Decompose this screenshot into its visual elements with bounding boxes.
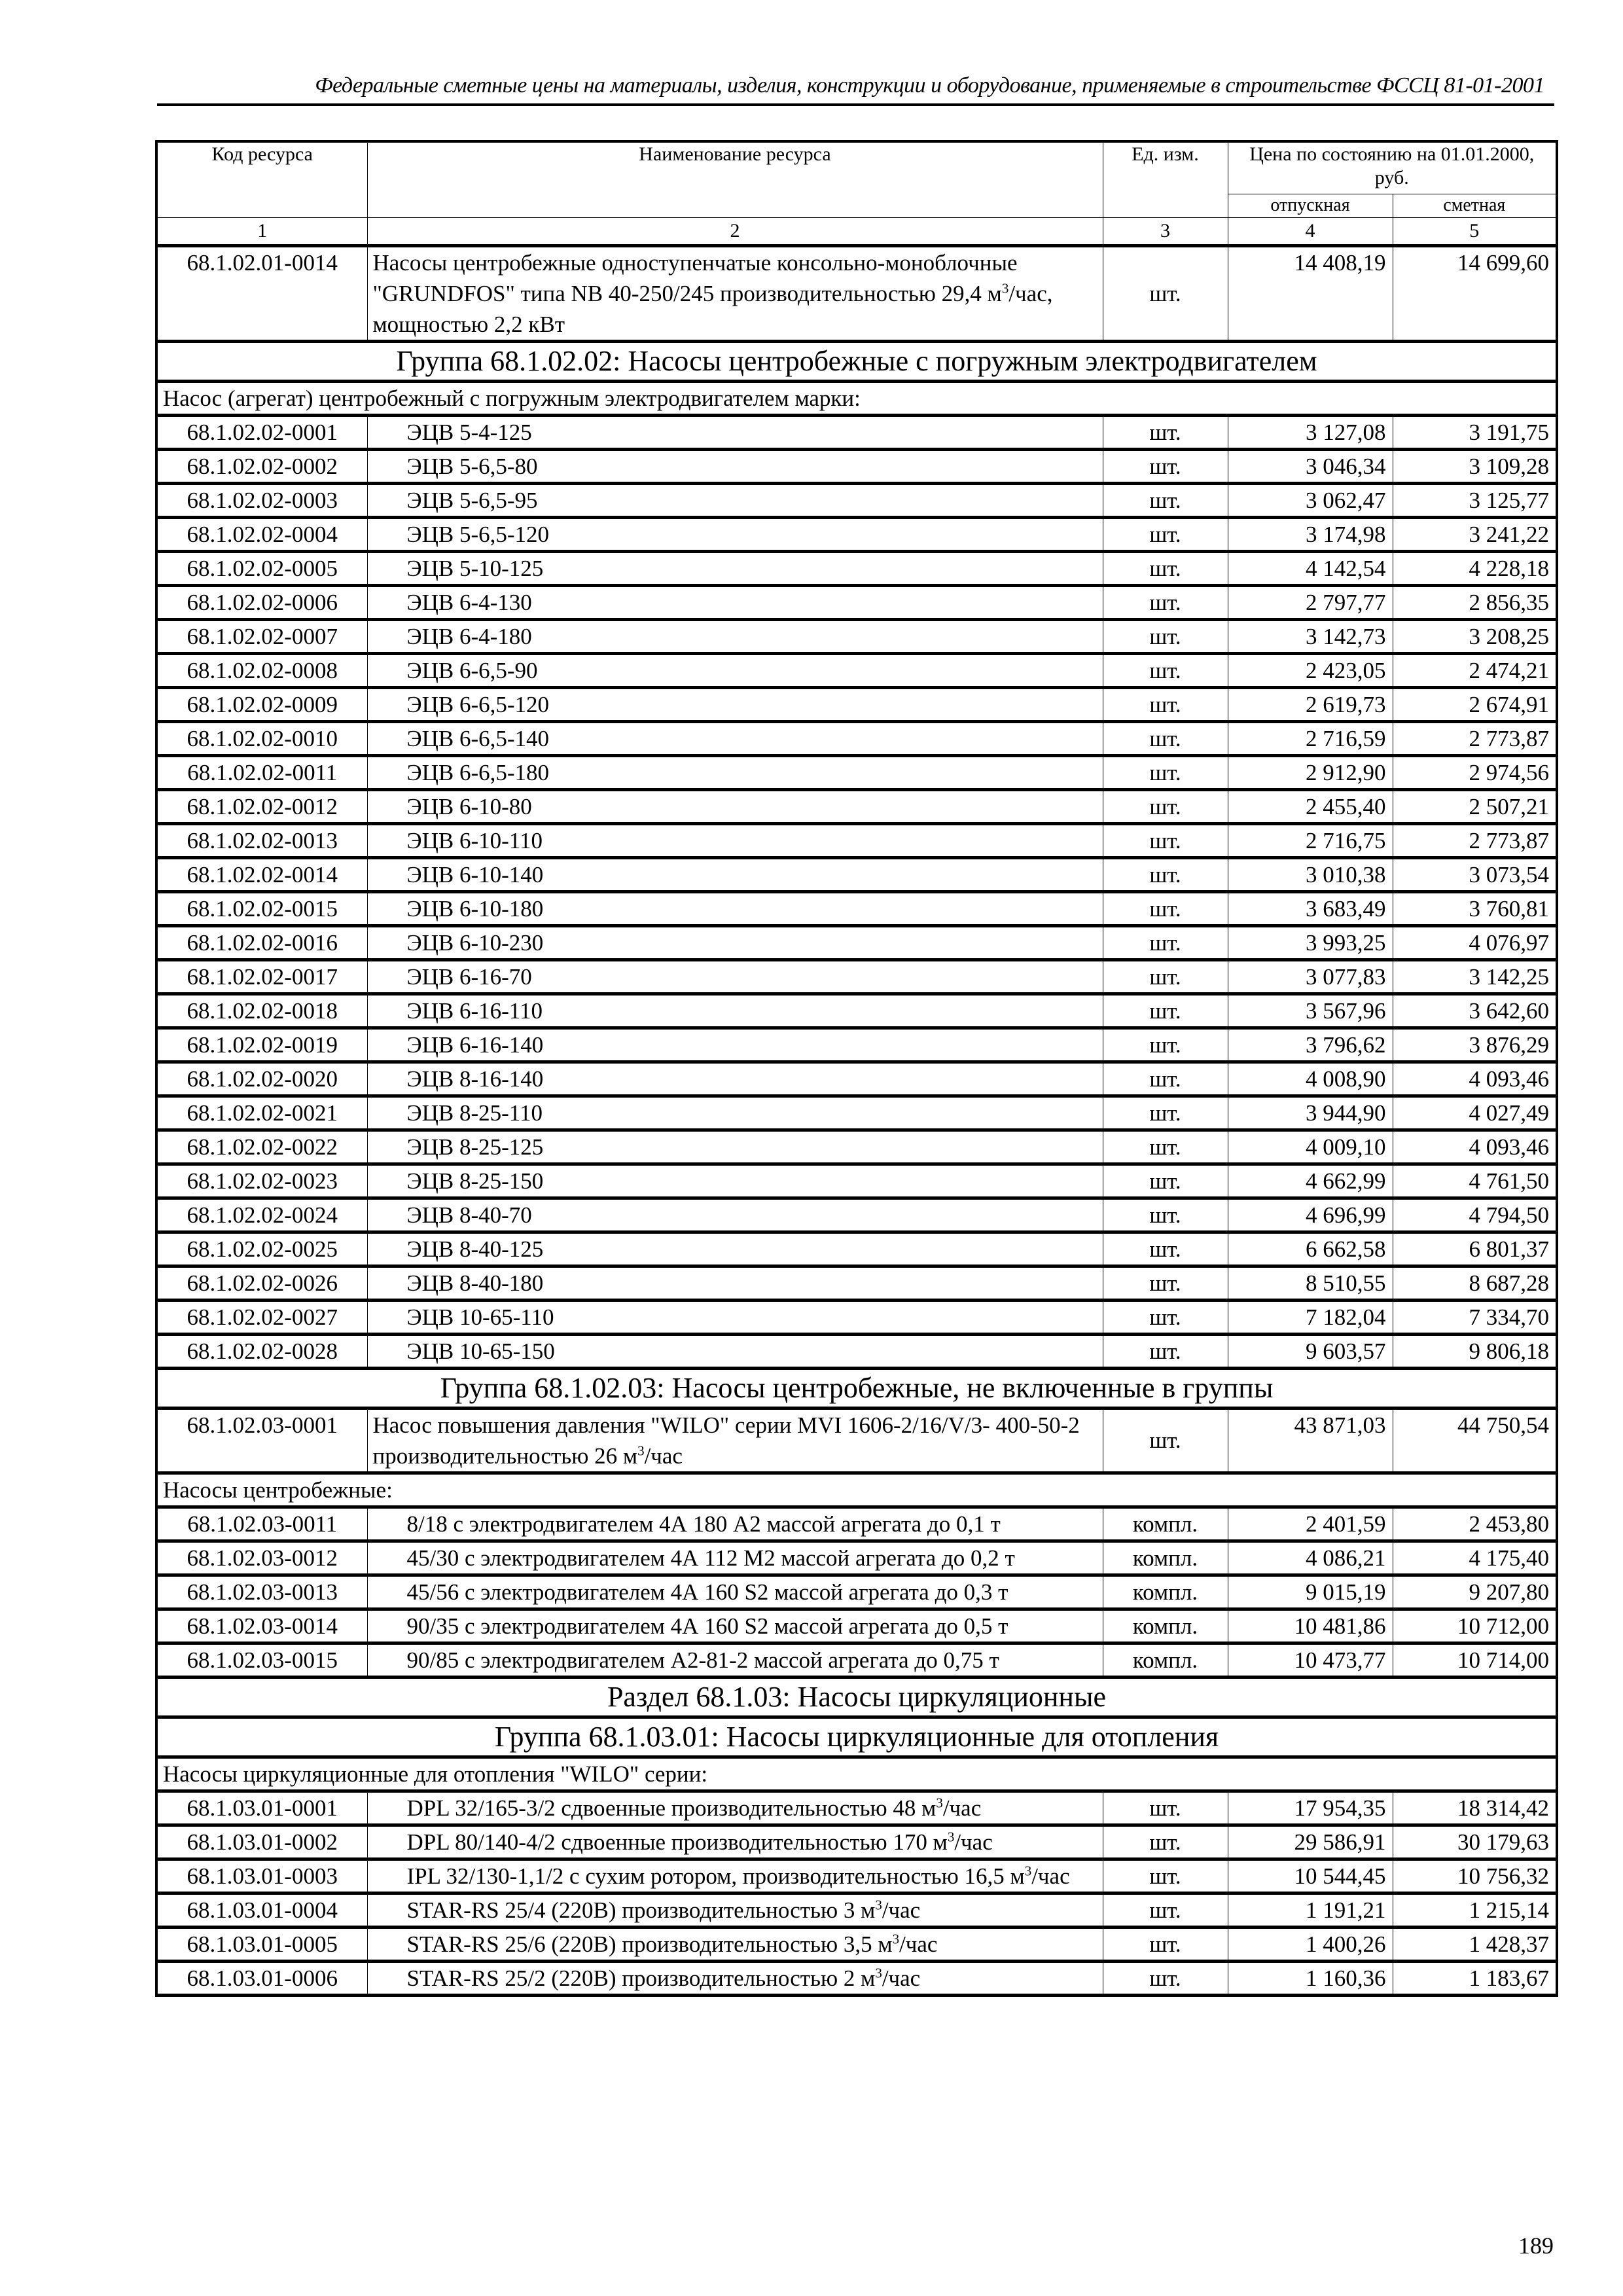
price-estimate: 3 125,77 <box>1393 483 1557 517</box>
price-release: 2 401,59 <box>1228 1507 1393 1541</box>
price-release: 1 191,21 <box>1228 1893 1393 1927</box>
resource-unit: шт. <box>1103 1961 1228 1995</box>
subgroup-label: Насосы циркуляционные для отопления "WILO" серии: <box>156 1757 1557 1791</box>
table-row <box>156 687 1557 721</box>
resource-code: 68.1.03.01-0005 <box>156 1927 367 1961</box>
table-row <box>156 1859 1557 1893</box>
table-row <box>156 789 1557 823</box>
table-row <box>156 1266 1557 1300</box>
header-name: Наименование ресурса <box>367 141 1103 217</box>
price-release: 3 993,25 <box>1228 925 1393 960</box>
resource-unit: шт. <box>1103 994 1228 1028</box>
resource-name: ЭЦВ 6-16-110 <box>367 994 1103 1028</box>
resource-unit: шт. <box>1103 517 1228 551</box>
resource-unit: шт. <box>1103 1334 1228 1368</box>
resource-name: ЭЦВ 6-16-140 <box>367 1028 1103 1062</box>
header-code: Код ресурса <box>156 141 367 217</box>
table-row <box>156 994 1557 1028</box>
resource-unit: шт. <box>1103 1096 1228 1130</box>
resource-name: ЭЦВ 10-65-110 <box>367 1300 1103 1334</box>
price-estimate: 2 856,35 <box>1393 585 1557 619</box>
resource-name: ЭЦВ 6-10-140 <box>367 857 1103 891</box>
resource-code: 68.1.02.02-0014 <box>156 857 367 891</box>
section-title-row <box>156 1677 1557 1717</box>
resource-code: 68.1.02.02-0004 <box>156 517 367 551</box>
price-estimate: 4 093,46 <box>1393 1130 1557 1164</box>
price-estimate: 4 093,46 <box>1393 1062 1557 1096</box>
column-number: 5 <box>1393 217 1557 245</box>
price-estimate: 9 207,80 <box>1393 1575 1557 1609</box>
resource-unit: шт. <box>1103 653 1228 687</box>
resource-unit: компл. <box>1103 1541 1228 1575</box>
resource-name: ЭЦВ 6-6,5-90 <box>367 653 1103 687</box>
resource-code: 68.1.03.01-0001 <box>156 1791 367 1825</box>
table-row <box>156 857 1557 891</box>
resource-unit: шт. <box>1103 925 1228 960</box>
resource-name: ЭЦВ 8-25-110 <box>367 1096 1103 1130</box>
price-estimate: 4 228,18 <box>1393 551 1557 585</box>
column-number: 3 <box>1103 217 1228 245</box>
subgroup-label: Насос (агрегат) центробежный с погружным электродвигателем марки: <box>156 381 1557 415</box>
group-title-row <box>156 1368 1557 1408</box>
price-release: 3 944,90 <box>1228 1096 1393 1130</box>
price-release: 8 510,55 <box>1228 1266 1393 1300</box>
table-row <box>156 245 1557 341</box>
price-estimate: 9 806,18 <box>1393 1334 1557 1368</box>
resource-unit: шт. <box>1103 1062 1228 1096</box>
resource-unit: шт. <box>1103 1266 1228 1300</box>
resource-unit: шт. <box>1103 1408 1228 1473</box>
resource-code: 68.1.02.02-0024 <box>156 1198 367 1232</box>
resource-code: 68.1.03.01-0002 <box>156 1825 367 1859</box>
resource-price-table <box>155 140 1558 1997</box>
price-release: 9 603,57 <box>1228 1334 1393 1368</box>
resource-code: 68.1.02.02-0020 <box>156 1062 367 1096</box>
resource-name: ЭЦВ 6-10-110 <box>367 823 1103 857</box>
resource-code: 68.1.02.02-0021 <box>156 1096 367 1130</box>
resource-code: 68.1.02.02-0022 <box>156 1130 367 1164</box>
table-row <box>156 585 1557 619</box>
resource-code: 68.1.03.01-0004 <box>156 1893 367 1927</box>
price-estimate: 3 876,29 <box>1393 1028 1557 1062</box>
resource-unit: шт. <box>1103 721 1228 755</box>
resource-unit: шт. <box>1103 1232 1228 1266</box>
resource-unit: шт. <box>1103 1198 1228 1232</box>
resource-code: 68.1.02.02-0017 <box>156 960 367 994</box>
resource-name: ЭЦВ 6-4-180 <box>367 619 1103 653</box>
resource-code: 68.1.02.02-0023 <box>156 1164 367 1198</box>
resource-code: 68.1.02.02-0019 <box>156 1028 367 1062</box>
price-release: 2 797,77 <box>1228 585 1393 619</box>
resource-name: STAR-RS 25/4 (220В) производительностью 3 $м^3$/час <box>367 1893 1103 1927</box>
page-number: 189 <box>1518 2233 1554 2259</box>
resource-name: ЭЦВ 6-10-230 <box>367 925 1103 960</box>
header-rule <box>157 103 1554 106</box>
resource-code: 68.1.02.02-0026 <box>156 1266 367 1300</box>
table-row <box>156 1130 1557 1164</box>
resource-code: 68.1.02.02-0007 <box>156 619 367 653</box>
resource-code: 68.1.02.03-0012 <box>156 1541 367 1575</box>
resource-unit: шт. <box>1103 891 1228 925</box>
price-estimate: 3 142,25 <box>1393 960 1557 994</box>
price-estimate: 18 314,42 <box>1393 1791 1557 1825</box>
price-estimate: 3 191,75 <box>1393 415 1557 449</box>
resource-code: 68.1.02.02-0006 <box>156 585 367 619</box>
table-row <box>156 1643 1557 1677</box>
subgroup-label-row <box>156 381 1557 415</box>
resource-code: 68.1.02.02-0008 <box>156 653 367 687</box>
price-estimate: 4 761,50 <box>1393 1164 1557 1198</box>
resource-unit: шт. <box>1103 1130 1228 1164</box>
table-row <box>156 517 1557 551</box>
price-estimate: 3 073,54 <box>1393 857 1557 891</box>
header-price-group: Цена по состоянию на 01.01.2000, руб. <box>1228 141 1557 194</box>
resource-name: ЭЦВ 6-6,5-180 <box>367 755 1103 789</box>
table-row <box>156 1062 1557 1096</box>
resource-name: STAR-RS 25/6 (220В) производительностью 3,5 $м^3$/час <box>367 1927 1103 1961</box>
resource-name: ЭЦВ 8-40-180 <box>367 1266 1103 1300</box>
price-estimate: 3 241,22 <box>1393 517 1557 551</box>
resource-name: IPL 32/130-1,1/2 с сухим ротором, производительностью 16,5 $м^3$/час <box>367 1859 1103 1893</box>
column-number: 4 <box>1228 217 1393 245</box>
group-title: Группа 68.1.02.03: Насосы центробежные, не включенные в группы <box>156 1368 1557 1408</box>
resource-code: 68.1.02.01-0014 <box>156 245 367 341</box>
resource-unit: шт. <box>1103 1859 1228 1893</box>
price-estimate: 1 428,37 <box>1393 1927 1557 1961</box>
resource-name: ЭЦВ 5-4-125 <box>367 415 1103 449</box>
table-row <box>156 1507 1557 1541</box>
resource-code: 68.1.02.03-0011 <box>156 1507 367 1541</box>
resource-unit: компл. <box>1103 1507 1228 1541</box>
subgroup-label-row <box>156 1473 1557 1507</box>
price-estimate: 2 474,21 <box>1393 653 1557 687</box>
resource-unit: шт. <box>1103 960 1228 994</box>
price-release: 7 182,04 <box>1228 1300 1393 1334</box>
resource-code: 68.1.02.03-0001 <box>156 1408 367 1473</box>
group-title: Группа 68.1.02.02: Насосы центробежные с погружным электродвигателем <box>156 341 1557 381</box>
resource-name: ЭЦВ 6-10-180 <box>367 891 1103 925</box>
resource-unit: шт. <box>1103 1927 1228 1961</box>
price-release: 10 544,45 <box>1228 1859 1393 1893</box>
group-title: Группа 68.1.03.01: Насосы циркуляционные для отопления <box>156 1717 1557 1757</box>
price-release: 4 142,54 <box>1228 551 1393 585</box>
table-row <box>156 1927 1557 1961</box>
price-release: 3 077,83 <box>1228 960 1393 994</box>
price-estimate: 1 183,67 <box>1393 1961 1557 1995</box>
table-row <box>156 1232 1557 1266</box>
price-release: 3 127,08 <box>1228 415 1393 449</box>
price-estimate: 3 109,28 <box>1393 449 1557 483</box>
price-release: 3 174,98 <box>1228 517 1393 551</box>
resource-name: STAR-RS 25/2 (220В) производительностью 2 $м^3$/час <box>367 1961 1103 1995</box>
resource-name: ЭЦВ 6-6,5-140 <box>367 721 1103 755</box>
resource-code: 68.1.02.02-0027 <box>156 1300 367 1334</box>
price-estimate: 2 773,87 <box>1393 721 1557 755</box>
resource-name: 8/18 с электродвигателем 4А 180 А2 массой агрегата до 0,1 т <box>367 1507 1103 1541</box>
table-row <box>156 755 1557 789</box>
resource-unit: шт. <box>1103 1028 1228 1062</box>
column-number: 2 <box>367 217 1103 245</box>
table-row <box>156 891 1557 925</box>
resource-code: 68.1.02.03-0013 <box>156 1575 367 1609</box>
resource-name: ЭЦВ 5-6,5-120 <box>367 517 1103 551</box>
resource-name: ЭЦВ 6-4-130 <box>367 585 1103 619</box>
resource-name: Насос повышения давления "WILO" серии MVI 1606-2/16/V/3- 400-50-2 производительностью 26 $м^3$/час <box>367 1408 1103 1473</box>
header-unit: Ед. изм. <box>1103 141 1228 217</box>
subgroup-label: Насосы центробежные: <box>156 1473 1557 1507</box>
resource-name: 45/30 с электродвигателем 4А 112 М2 массой агрегата до 0,2 т <box>367 1541 1103 1575</box>
price-release: 3 796,62 <box>1228 1028 1393 1062</box>
header-price-release: отпускная <box>1228 194 1393 217</box>
table-row <box>156 1575 1557 1609</box>
price-estimate: 3 208,25 <box>1393 619 1557 653</box>
resource-name: DPL 32/165-3/2 сдвоенные производительностью 48 $м^3$/час <box>367 1791 1103 1825</box>
price-estimate: 3 760,81 <box>1393 891 1557 925</box>
table-row <box>156 653 1557 687</box>
price-release: 2 619,73 <box>1228 687 1393 721</box>
resource-name: ЭЦВ 6-10-80 <box>367 789 1103 823</box>
price-release: 3 142,73 <box>1228 619 1393 653</box>
resource-code: 68.1.02.02-0002 <box>156 449 367 483</box>
resource-name: ЭЦВ 8-25-125 <box>367 1130 1103 1164</box>
resource-name: 90/35 с электродвигателем 4А 160 S2 массой агрегата до 0,5 т <box>367 1609 1103 1643</box>
price-release: 2 716,59 <box>1228 721 1393 755</box>
price-release: 2 912,90 <box>1228 755 1393 789</box>
resource-unit: шт. <box>1103 755 1228 789</box>
resource-code: 68.1.03.01-0006 <box>156 1961 367 1995</box>
table-row <box>156 1609 1557 1643</box>
table-row <box>156 925 1557 960</box>
resource-unit: шт. <box>1103 1825 1228 1859</box>
price-release: 4 662,99 <box>1228 1164 1393 1198</box>
resource-unit: компл. <box>1103 1575 1228 1609</box>
table-row <box>156 449 1557 483</box>
price-estimate: 2 453,80 <box>1393 1507 1557 1541</box>
resource-unit: шт. <box>1103 585 1228 619</box>
subgroup-label-row <box>156 1757 1557 1791</box>
header-price-estimate: сметная <box>1393 194 1557 217</box>
resource-code: 68.1.03.01-0003 <box>156 1859 367 1893</box>
resource-unit: шт. <box>1103 823 1228 857</box>
table-row <box>156 1408 1557 1473</box>
resource-name: Насосы центробежные одноступенчатые консольно-моноблочные "GRUNDFOS" типа NB 40-250/245 производительностью 29,4 $м^3$/час, мощностью 2,2 кВт <box>367 245 1103 341</box>
resource-name: ЭЦВ 6-16-70 <box>367 960 1103 994</box>
price-release: 29 586,91 <box>1228 1825 1393 1859</box>
price-release: 10 473,77 <box>1228 1643 1393 1677</box>
table-row <box>156 1028 1557 1062</box>
price-estimate: 2 773,87 <box>1393 823 1557 857</box>
resource-unit: шт. <box>1103 1164 1228 1198</box>
resource-name: ЭЦВ 5-10-125 <box>367 551 1103 585</box>
price-release: 1 400,26 <box>1228 1927 1393 1961</box>
price-estimate: 14 699,60 <box>1393 245 1557 341</box>
price-estimate: 4 175,40 <box>1393 1541 1557 1575</box>
resource-unit: шт. <box>1103 551 1228 585</box>
table-row <box>156 721 1557 755</box>
price-release: 4 086,21 <box>1228 1541 1393 1575</box>
resource-unit: шт. <box>1103 1791 1228 1825</box>
price-estimate: 8 687,28 <box>1393 1266 1557 1300</box>
price-release: 2 716,75 <box>1228 823 1393 857</box>
resource-unit: шт. <box>1103 1893 1228 1927</box>
table-row <box>156 483 1557 517</box>
price-estimate: 30 179,63 <box>1393 1825 1557 1859</box>
resource-name: ЭЦВ 10-65-150 <box>367 1334 1103 1368</box>
price-release: 4 009,10 <box>1228 1130 1393 1164</box>
resource-code: 68.1.02.02-0011 <box>156 755 367 789</box>
table-row <box>156 1541 1557 1575</box>
price-release: 14 408,19 <box>1228 245 1393 341</box>
resource-code: 68.1.02.02-0001 <box>156 415 367 449</box>
price-estimate: 6 801,37 <box>1393 1232 1557 1266</box>
table-row <box>156 1300 1557 1334</box>
price-estimate: 2 974,56 <box>1393 755 1557 789</box>
resource-code: 68.1.02.02-0010 <box>156 721 367 755</box>
table-row <box>156 1164 1557 1198</box>
price-release: 4 008,90 <box>1228 1062 1393 1096</box>
table-row <box>156 1791 1557 1825</box>
price-estimate: 44 750,54 <box>1393 1408 1557 1473</box>
resource-name: ЭЦВ 6-6,5-120 <box>367 687 1103 721</box>
price-estimate: 3 642,60 <box>1393 994 1557 1028</box>
price-estimate: 2 507,21 <box>1393 789 1557 823</box>
price-estimate: 1 215,14 <box>1393 1893 1557 1927</box>
running-header: Федеральные сметные цены на материалы, изделия, конструкции и оборудование, применяемые в строительстве ФССЦ 81-01-2001 <box>315 73 1544 98</box>
price-release: 1 160,36 <box>1228 1961 1393 1995</box>
price-release: 6 662,58 <box>1228 1232 1393 1266</box>
resource-name: 45/56 с электродвигателем 4А 160 S2 массой агрегата до 0,3 т <box>367 1575 1103 1609</box>
table-row <box>156 1096 1557 1130</box>
price-release: 17 954,35 <box>1228 1791 1393 1825</box>
resource-unit: компл. <box>1103 1643 1228 1677</box>
table-row <box>156 619 1557 653</box>
price-release: 43 871,03 <box>1228 1408 1393 1473</box>
resource-name: ЭЦВ 8-25-150 <box>367 1164 1103 1198</box>
resource-code: 68.1.02.02-0015 <box>156 891 367 925</box>
group-heading-row <box>156 341 1557 381</box>
section-title: Раздел 68.1.03: Насосы циркуляционные <box>156 1677 1557 1717</box>
price-release: 3 046,34 <box>1228 449 1393 483</box>
resource-unit: шт. <box>1103 245 1228 341</box>
resource-code: 68.1.02.02-0009 <box>156 687 367 721</box>
resource-unit: шт. <box>1103 619 1228 653</box>
resource-unit: шт. <box>1103 789 1228 823</box>
resource-code: 68.1.02.03-0015 <box>156 1643 367 1677</box>
resource-name: ЭЦВ 8-40-70 <box>367 1198 1103 1232</box>
table-row <box>156 823 1557 857</box>
resource-name: 90/85 с электродвигателем А2-81-2 массой агрегата до 0,75 т <box>367 1643 1103 1677</box>
resource-name: ЭЦВ 5-6,5-95 <box>367 483 1103 517</box>
column-numbers-row <box>156 217 1557 245</box>
price-estimate: 10 712,00 <box>1393 1609 1557 1643</box>
resource-code: 68.1.02.02-0013 <box>156 823 367 857</box>
column-number: 1 <box>156 217 367 245</box>
resource-code: 68.1.02.02-0003 <box>156 483 367 517</box>
resource-name: ЭЦВ 8-40-125 <box>367 1232 1103 1266</box>
table-row <box>156 1334 1557 1368</box>
resource-unit: компл. <box>1103 1609 1228 1643</box>
price-estimate: 4 076,97 <box>1393 925 1557 960</box>
price-estimate: 10 714,00 <box>1393 1643 1557 1677</box>
price-release: 3 683,49 <box>1228 891 1393 925</box>
table-row <box>156 960 1557 994</box>
table-row <box>156 1825 1557 1859</box>
table-row <box>156 415 1557 449</box>
price-estimate: 7 334,70 <box>1393 1300 1557 1334</box>
resource-unit: шт. <box>1103 415 1228 449</box>
table-row <box>156 1198 1557 1232</box>
price-release: 2 455,40 <box>1228 789 1393 823</box>
resource-name: ЭЦВ 5-6,5-80 <box>367 449 1103 483</box>
resource-unit: шт. <box>1103 687 1228 721</box>
price-release: 3 567,96 <box>1228 994 1393 1028</box>
resource-name: DPL 80/140-4/2 сдвоенные производительностью 170 $м^3$/час <box>367 1825 1103 1859</box>
resource-unit: шт. <box>1103 857 1228 891</box>
resource-code: 68.1.02.02-0025 <box>156 1232 367 1266</box>
price-estimate: 2 674,91 <box>1393 687 1557 721</box>
group-title-row <box>156 1717 1557 1757</box>
resource-unit: шт. <box>1103 449 1228 483</box>
price-estimate: 10 756,32 <box>1393 1859 1557 1893</box>
resource-unit: шт. <box>1103 483 1228 517</box>
price-release: 2 423,05 <box>1228 653 1393 687</box>
price-release: 4 696,99 <box>1228 1198 1393 1232</box>
resource-code: 68.1.02.02-0028 <box>156 1334 367 1368</box>
price-release: 10 481,86 <box>1228 1609 1393 1643</box>
table-row <box>156 1961 1557 1995</box>
price-release: 3 062,47 <box>1228 483 1393 517</box>
resource-code: 68.1.02.03-0014 <box>156 1609 367 1643</box>
price-estimate: 4 027,49 <box>1393 1096 1557 1130</box>
price-release: 9 015,19 <box>1228 1575 1393 1609</box>
resource-code: 68.1.02.02-0005 <box>156 551 367 585</box>
table-row <box>156 551 1557 585</box>
resource-code: 68.1.02.02-0018 <box>156 994 367 1028</box>
table-row <box>156 1893 1557 1927</box>
price-release: 3 010,38 <box>1228 857 1393 891</box>
price-estimate: 4 794,50 <box>1393 1198 1557 1232</box>
resource-name: ЭЦВ 8-16-140 <box>367 1062 1103 1096</box>
resource-code: 68.1.02.02-0012 <box>156 789 367 823</box>
resource-unit: шт. <box>1103 1300 1228 1334</box>
resource-code: 68.1.02.02-0016 <box>156 925 367 960</box>
